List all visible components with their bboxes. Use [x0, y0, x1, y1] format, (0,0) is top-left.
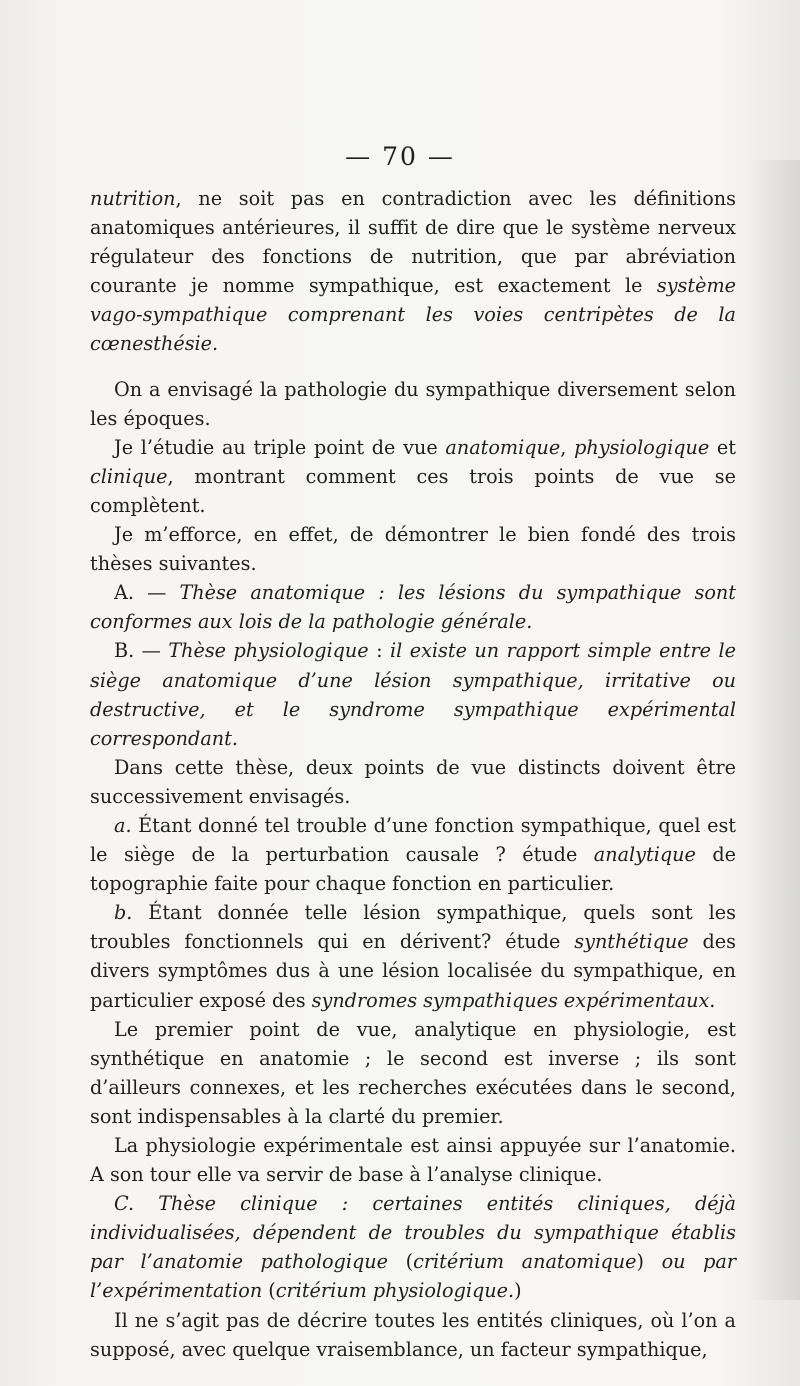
p5-a: A. —	[114, 581, 180, 605]
p8-c: analytique	[593, 843, 696, 867]
p6-d: il existe un rapport simple entre le siège anatomique d’une lésion sympathique, irritative ou destructive, et le syndrome sympathique expérimental correspondant.	[90, 639, 736, 750]
p9-c: synthétique	[574, 930, 689, 954]
p9-d: des divers symptômes dus à une lésion localisée du sympathique, en particulier exposé des	[90, 930, 736, 1012]
paragraph-10: Le premier point de vue, analytique en physiologie, est synthétique en anatomie ; le second est inverse ; ils sont d’ailleurs connexes, et les recherches exécutées dans le second, sont indispensables à la clarté du premier.	[90, 1017, 736, 1128]
paragraph-7: Dans cette thèse, deux points de vue distincts doivent être successivement envisagés.	[90, 755, 736, 808]
paragraph-gap	[90, 359, 736, 375]
p1-a: nutrition	[90, 187, 176, 210]
p3-d: physiologique	[574, 435, 710, 459]
p8-b: Étant donné tel trouble d’une fonction sympathique, quel est le siège de la perturbation causale ? étude	[90, 813, 736, 867]
p9-e: syndromes sympathiques expérimentaux	[311, 988, 710, 1012]
p12-d: )	[636, 1250, 662, 1274]
p8-a: a.	[114, 813, 132, 837]
paragraph-2: On a envisagé la pathologie du sympathique diversement selon les époques.	[90, 377, 736, 430]
page-number: — 70 —	[345, 142, 455, 171]
p9-f: .	[709, 988, 716, 1012]
paragraph-5	[90, 578, 736, 636]
p12-g: critérium physiologique.	[275, 1279, 515, 1303]
p9-a: b.	[114, 901, 133, 925]
p12-c: critérium anatomique	[413, 1250, 637, 1274]
paragraph-8	[90, 811, 736, 898]
p3-e: et	[709, 435, 736, 459]
paragraph-6	[90, 636, 736, 752]
p12-h: )	[514, 1279, 522, 1303]
p12-a: C. Thèse clinique : certaines entités cliniques, déjà individualisées, dépendent de troubles du sympathique établis par l’anatomie pathologique	[90, 1192, 736, 1274]
p3-c: ,	[560, 435, 575, 459]
p6-c: :	[368, 639, 390, 663]
paragraph-9	[90, 898, 736, 1014]
p3-g: , montrant comment ces trois points de vue se complètent.	[90, 464, 736, 517]
page-edge-shadow	[746, 160, 800, 1300]
p5-b: Thèse anatomique : les lésions du sympathique sont conformes aux lois de la pathologie générale.	[90, 581, 736, 634]
p8-d: de topographie faite pour chaque fonction en particulier.	[90, 843, 736, 896]
p12-b: (	[387, 1250, 414, 1274]
paragraph-12	[90, 1189, 736, 1305]
main-text	[90, 184, 736, 1364]
paragraph-4: Je m’efforce, en effet, de démontrer le bien fondé des trois thèses suivantes.	[90, 523, 736, 576]
p3-f: clinique	[90, 464, 168, 488]
p3-a: Je l’étudie au triple point de vue	[114, 435, 446, 459]
paragraph-11: La physiologie expérimentale est ainsi appuyée sur l’anatomie. A son tour elle va servir de base à l’analyse clinique.	[90, 1134, 736, 1187]
p6-b: Thèse physiologique	[168, 639, 369, 663]
p3-b: anatomique	[445, 435, 561, 459]
p12-f: (	[262, 1279, 276, 1303]
p12-e: ou par l’expérimentation	[90, 1250, 737, 1303]
paragraph-3	[90, 433, 736, 520]
paragraph-1	[90, 184, 736, 359]
p6-a: B. —	[114, 639, 169, 663]
p1-b: , ne soit pas en contradiction avec les définitions anatomiques antérieures, il suffit de dire que le système nerveux régulateur des fonctions de nutrition, que par abréviation courante je nomme sympathique, est exactement le	[90, 187, 736, 298]
p9-b: Étant donnée telle lésion sympathique, quels sont les troubles fonctionnels qui en dérivent? étude	[90, 901, 736, 954]
paragraph-13: Il ne s’agit pas de décrire toutes les entités cliniques, où l’on a supposé, avec quelque vraisemblance, un facteur sympathique,	[90, 1308, 736, 1361]
p1-c: système vago-sympathique comprenant les voies centripètes de la cœnesthésie.	[90, 274, 736, 356]
